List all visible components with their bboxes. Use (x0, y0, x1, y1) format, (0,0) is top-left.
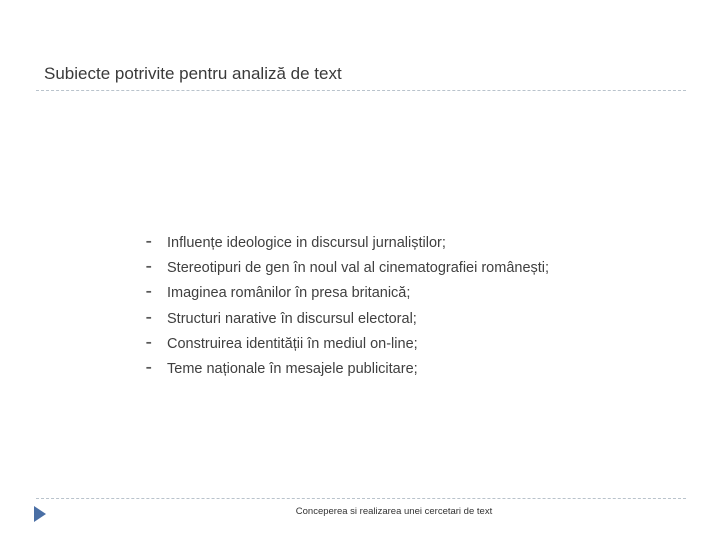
list-item (146, 255, 549, 280)
square-bullet-icon: ▪▪▪ (146, 239, 151, 246)
square-bullet-icon: ▪▪▪ (146, 289, 151, 296)
list-item (146, 280, 549, 305)
footer-text: Conceperea si realizarea unei cercetari de text (295, 506, 493, 517)
list-item-text: Teme naționale în mesajele publicitare; (167, 360, 418, 377)
list-item-text: Imaginea românilor în presa britanică; (167, 284, 411, 301)
square-bullet-icon: ▪▪▪ (146, 340, 151, 347)
bullet-list (146, 230, 549, 381)
list-item-text: Construirea identității în mediul on-line; (167, 335, 418, 352)
list-item (146, 306, 549, 331)
list-item (146, 356, 549, 381)
list-item (146, 331, 549, 356)
title-divider (36, 90, 686, 91)
square-bullet-icon: ▪▪▪ (146, 365, 151, 372)
list-item-text: Structuri narative în discursul electoral; (167, 310, 417, 327)
list-item (146, 230, 549, 255)
list-item-text: Influențe ideologice in discursul jurnaliștilor; (167, 234, 446, 251)
list-item-text: Stereotipuri de gen în noul val al cinematografiei românești; (167, 259, 550, 276)
footer-divider (36, 498, 686, 499)
slide-title: Subiecte potrivite pentru analiză de text (44, 64, 342, 83)
square-bullet-icon: ▪▪▪ (146, 315, 151, 322)
square-bullet-icon: ▪▪▪ (146, 264, 151, 271)
